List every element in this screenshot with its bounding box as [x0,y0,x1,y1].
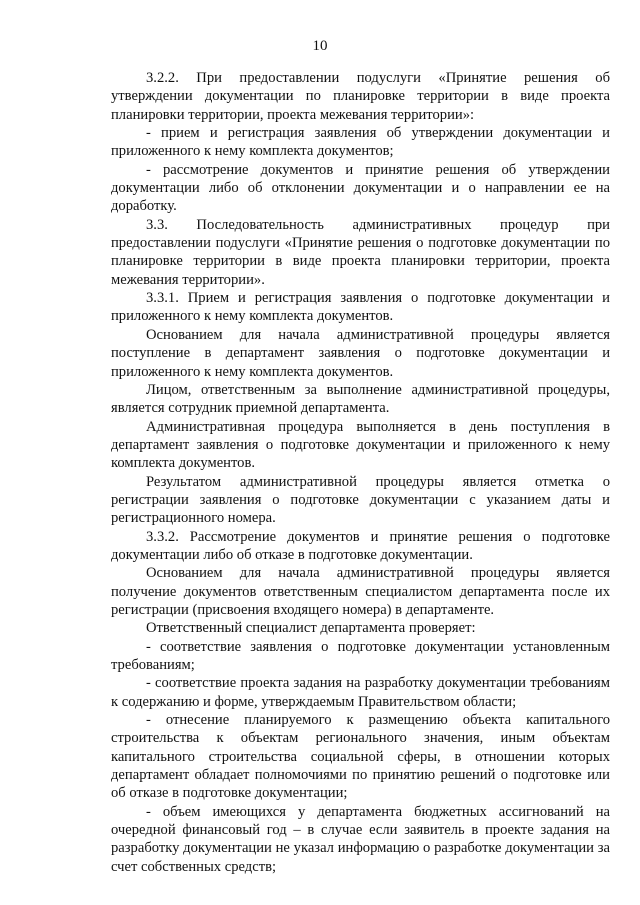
list-item-object-classification: - отнесение планируемого к размещению объекта капитального строительства к объектам регионального значения, иным объектам капитального строительства социальной сферы, в отношении которых департамент обладает полномочиями по принятию решений о подготовке или об отказе в подготовке документации; [111,712,610,802]
list-item-application-compliance: - соответствие заявления о подготовке документации установленным требованиям; [111,638,610,673]
list-item-receipt-registration: - прием и регистрация заявления об утверждении документации и приложенного к нему комплекта документов; [111,125,610,160]
list-item-task-compliance: - соответствие проекта задания на разработку документации требованиям к содержанию и форме, утверждаемым Правительством области; [111,675,610,710]
paragraph-basis-review: Основанием для начала административной процедуры является получение документов ответственным специалистом департамента после их регистрации (присвоения входящего номера) в департаменте. [111,565,610,618]
paragraph-3-3-1: 3.3.1. Прием и регистрация заявления о подготовке документации и приложенного к нему комплекта документов. [111,290,610,325]
paragraph-procedure-result: Результатом административной процедуры является отметка о регистрации заявления о подготовке документации с указанием даты и регистрационного номера. [111,473,610,527]
paragraph-basis-start: Основанием для начала административной процедуры является поступление в департамент заявления о подготовке документации и приложенного к нему комплекта документов. [111,326,610,380]
paragraph-responsible-person: Лицом, ответственным за выполнение административной процедуры, является сотрудник приемной департамента. [111,381,610,417]
list-item-budget-allocations: - объем имеющихся у департамента бюджетных ассигнований на очередной финансовый год – в случае если заявитель в проекте задания на разработку документации не указал информацию о разработке документации за счет собственных средств; [111,803,610,875]
paragraph-3-3-2: 3.3.2. Рассмотрение документов и принятие решения о подготовке документации либо об отказе в подготовке документации. [111,528,610,563]
list-item-review-decision: - рассмотрение документов и принятие решения об утверждении документации либо об отклонении документации и о направлении ее на доработку. [111,161,610,215]
paragraph-procedure-timing: Административная процедура выполняется в день поступления в департамент заявления о подготовке документации и приложенного к нему комплекта документов. [111,418,610,472]
paragraph-specialist-checks: Ответственный специалист департамента проверяет: [146,620,476,637]
paragraph-3-3: 3.3. Последовательность административных процедур при предоставлении подуслуги «Принятие решения о подготовке документации по планировке территории в виде проекта планировки территории, проекта межевания территории». [111,216,610,288]
page-number: 10 [312,38,328,54]
paragraph-3-2-2: 3.2.2. При предоставлении подуслуги «Принятие решения об утверждении документации по планировке территории в виде проекта планировки территории, проекта межевания территории»: [111,70,610,123]
document-body [111,69,610,876]
